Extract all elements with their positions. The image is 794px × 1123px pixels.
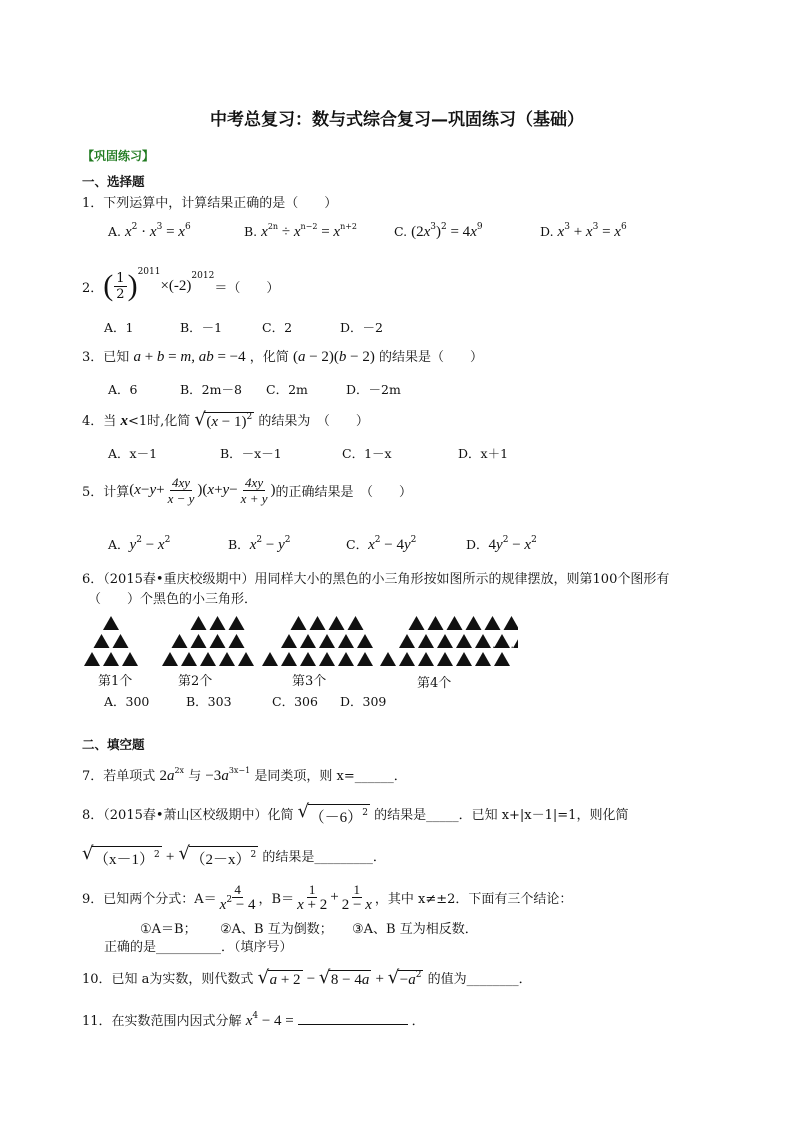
question-9-conclusion-2: ②A、B 互为倒数； <box>220 922 333 937</box>
question-2-option-a: A．1 <box>104 320 134 335</box>
question-5-option-d: D．$4y^2 - x^2$ <box>466 535 537 553</box>
question-2: 2． ( $\frac{1}{2}$ ) 2011 ×(-2) 2012 ＝（ ） <box>82 267 280 302</box>
black-triangle <box>94 634 110 648</box>
black-triangle <box>200 652 216 666</box>
question-9-conclusion-3: ③A、B 互为相反数． <box>352 922 478 937</box>
black-triangle <box>229 634 245 648</box>
black-triangle <box>357 652 373 666</box>
figure-ellipsis: …… <box>492 638 514 651</box>
question-1-stem: 下列运算中，计算结果正确的是（ ） <box>103 196 338 211</box>
black-triangle <box>319 652 335 666</box>
question-4-option-d: D．x＋1 <box>458 446 509 461</box>
black-triangle <box>399 634 415 648</box>
question-1: 1．下列运算中，计算结果正确的是（ ） <box>82 196 338 211</box>
black-triangle <box>84 652 100 666</box>
triangle-pattern-figure <box>78 608 518 670</box>
question-5: 5． 计算 ( x − y + $\frac{4xy}{x - y}$ )( x + y − $\frac{4xy}{x + y}$ ) 的正确结果是 （ ） <box>82 474 412 506</box>
question-2-option-b: B．－1 <box>180 320 223 335</box>
black-triangle <box>191 634 207 648</box>
black-triangle <box>281 634 297 648</box>
black-triangle <box>172 634 188 648</box>
question-9-answer: 正确的是__________．（填序号） <box>104 940 293 955</box>
black-triangle <box>219 652 235 666</box>
question-10: 10．已知 a为实数，则代数式 √ a + 2 − √ 8 − 4a + √ $-a^2$ 的值为________． <box>82 967 532 988</box>
figure-label-1: 第1个 <box>98 674 133 689</box>
question-6-line1: 6．（2015春•重庆校级期中）用同样大小的黑色的小三角形按如图所示的规律摆放，则第100个图形有 <box>82 572 670 587</box>
question-5-option-a: A．$y^2 - x^2$ <box>108 535 171 553</box>
section-fill-heading: 二、填空题 <box>82 737 145 752</box>
question-6-option-c: C．306 <box>272 694 318 709</box>
black-triangle <box>485 616 501 630</box>
black-triangle <box>494 652 510 666</box>
question-5-option-b: B．$x^2 - y^2$ <box>228 535 291 553</box>
question-3-option-c: C．2m <box>266 382 308 397</box>
section-tag: 【巩固练习】 <box>82 149 155 163</box>
black-triangle <box>380 652 396 666</box>
question-1-option-a: A. $x^2 \cdot x^3 = x^6$ <box>108 222 191 240</box>
black-triangle <box>475 652 491 666</box>
black-triangle <box>103 652 119 666</box>
black-triangle <box>210 616 226 630</box>
black-triangle <box>310 616 326 630</box>
black-triangle <box>437 634 453 648</box>
question-6-option-a: A．300 <box>104 694 150 709</box>
black-triangle <box>238 652 254 666</box>
question-1-option-d: D. $x^3 + x^3 = x^6$ <box>540 222 627 240</box>
question-6-option-d: D．309 <box>340 694 387 709</box>
black-triangle <box>300 652 316 666</box>
section-choice-heading: 一、选择题 <box>82 174 145 189</box>
black-triangle <box>122 652 138 666</box>
black-triangle <box>103 616 119 630</box>
black-triangle <box>418 652 434 666</box>
black-triangle <box>466 616 482 630</box>
black-triangle <box>447 616 463 630</box>
question-11: 11．在实数范围内因式分解 $x^4 - 4$ = ． <box>82 1011 425 1029</box>
black-triangle <box>291 616 307 630</box>
black-triangle <box>437 652 453 666</box>
figure-label-4: 第4个 <box>417 676 452 691</box>
question-4: 4．当 x<1时,化简 √ $(x - 1)^2$ 的结果为 （ ） <box>82 409 369 430</box>
black-triangle <box>210 634 226 648</box>
black-triangle <box>329 616 345 630</box>
black-triangle <box>281 652 297 666</box>
black-triangle <box>399 652 415 666</box>
question-1-option-b: B. $x^{2n} \div x^{n-2} = x^{n+2}$ <box>244 222 358 240</box>
question-2-option-d: D．－2 <box>340 320 383 335</box>
question-9: 9．已知两个分式：A＝ $\frac{4}{x^2 - 4}$ ，B＝ $\frac{1}{x + 2}$ + $\frac{1}{2 - x}$ ，其中 x≠±2．下面有三个结论： <box>82 881 573 913</box>
black-triangle <box>418 634 434 648</box>
black-triangle <box>113 634 129 648</box>
question-3-option-d: D．－2m <box>346 382 401 397</box>
question-4-option-b: B．－x－1 <box>220 446 282 461</box>
question-3-option-b: B．2m－8 <box>180 382 242 397</box>
page-title: 中考总复习：数与式综合复习—巩固练习（基础） <box>210 110 584 130</box>
figure-label-2: 第2个 <box>178 674 213 689</box>
question-8-line1: 8．（2015春•萧山区校级期中）化简 √ $(-6)^2$ 的结果是_____．已知 x+|x－1|=1，则化简 <box>82 801 629 826</box>
black-triangle <box>456 634 472 648</box>
question-6-line2: （ ）个黑色的小三角形． <box>88 592 258 607</box>
question-4-option-a: A．x－1 <box>108 446 158 461</box>
question-6-option-b: B．303 <box>186 694 232 709</box>
question-2-option-c: C．2 <box>262 320 293 335</box>
black-triangle <box>229 616 245 630</box>
black-triangle <box>191 616 207 630</box>
black-triangle <box>409 616 425 630</box>
black-triangle <box>338 652 354 666</box>
question-7: 7．若单项式 $2a^{2x}$ 与 $-3a^{3x-1}$ 是同类项，则 x=______． <box>82 766 407 784</box>
question-3-option-a: A．6 <box>108 382 138 397</box>
black-triangle <box>504 616 519 630</box>
question-4-option-c: C．1－x <box>342 446 392 461</box>
question-1-option-c: C. $(2x^3)^2 = 4x^9$ <box>394 222 483 240</box>
black-triangle <box>162 652 178 666</box>
black-triangle <box>181 652 197 666</box>
black-triangle <box>300 634 316 648</box>
question-9-conclusion-1: ①A＝B； <box>140 922 197 937</box>
black-triangle <box>357 634 373 648</box>
black-triangle <box>428 616 444 630</box>
black-triangle <box>475 634 491 648</box>
black-triangle <box>456 652 472 666</box>
black-triangle <box>262 652 278 666</box>
question-5-option-c: C．$x^2 - 4y^2$ <box>346 535 417 553</box>
black-triangle <box>319 634 335 648</box>
black-triangle <box>348 616 364 630</box>
question-8-line2: √ $(x-1)^2$ + √ $(2-x)^2$ 的结果是_________． <box>82 843 386 868</box>
figure-label-3: 第3个 <box>292 674 327 689</box>
black-triangle <box>338 634 354 648</box>
question-3: 3．已知 a + b = m, ab = −4 ，化简 (a − 2)(b − 2) 的结果是（ ） <box>82 349 484 365</box>
